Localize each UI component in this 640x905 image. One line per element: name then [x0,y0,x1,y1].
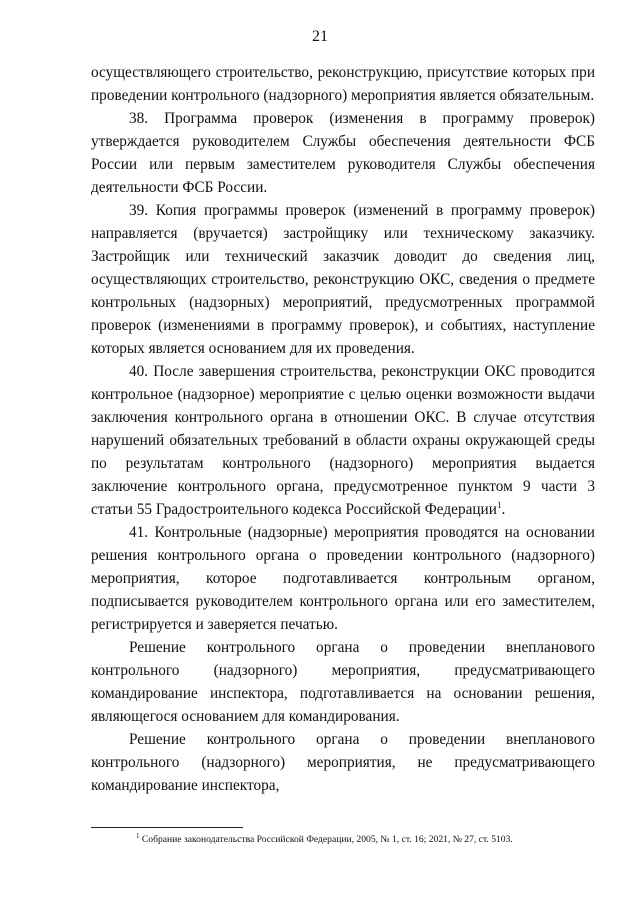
footnote-reference: 1 [496,499,502,510]
body-text [91,61,595,797]
footnote-separator [91,827,243,828]
page-number: 21 [312,28,328,45]
paragraph-40-tail: . [501,501,506,518]
paragraph-41: 41. Контрольные (надзорные) мероприятия проводятся на основании решения контрольного органа о проведении контрольного (надзорного) мероприятия, которое подготавливается контрольным органом, подписывается руководителем контрольного органа или его заместителем, регистрируется и заверяется печатью. [91,524,595,633]
paragraph-39: 39. Копия программы проверок (изменений в программу проверок) направляется (вручается) застройщику или техническому заказчику. Застройщик или технический заказчик доводит до сведения лиц, осуществляющих строительство, реконструкцию ОКС, сведения о предмете контрольных (надзорных) мероприятий, предусмотренных программой проверок (изменениями в программу проверок), и событиях, наступление которых является основанием для их проведения. [91,202,595,357]
paragraph-41-decision-with-travel: Решение контрольного органа о проведении внепланового контрольного (надзорного) мероприятия, предусматривающего командирование инспектора, подготавливается на основании решения, являющегося основанием для командирования. [91,639,595,725]
footnote-marker: 1 [136,831,140,840]
paragraph-40-text: 40. После завершения строительства, реконструкции ОКС проводится контрольное (надзорное) мероприятие с целью оценки возможности выдачи заключения контрольного органа в отношении ОКС. В случае отсутствия нарушений обязательных требований в области охраны окружающей среды по результатам контрольного (надзорного) мероприятия выдается заключение контрольного органа, предусмотренное пунктом 9 части 3 статьи 55 Градостроительного кодекса Российской Федерации [91,363,595,518]
paragraph-40 [91,360,595,521]
footnote [91,831,595,846]
footnote-text: Собрание законодательства Российской Федерации, 2005, № 1, ст. 16; 2021, № 27, ст. 5103. [141,834,513,845]
paragraph-41-decision-without-travel: Решение контрольного органа о проведении внепланового контрольного (надзорного) мероприятия, не предусматривающего командирование инспектора, [91,731,595,794]
paragraph-continuation: осуществляющего строительство, реконструкцию, присутствие которых при проведении контрольного (надзорного) мероприятия является обязательным. [91,64,595,104]
paragraph-38: 38. Программа проверок (изменения в программу проверок) утверждается руководителем Службы обеспечения деятельности ФСБ России или первым заместителем руководителя Службы обеспечения деятельности ФСБ России. [91,110,595,196]
